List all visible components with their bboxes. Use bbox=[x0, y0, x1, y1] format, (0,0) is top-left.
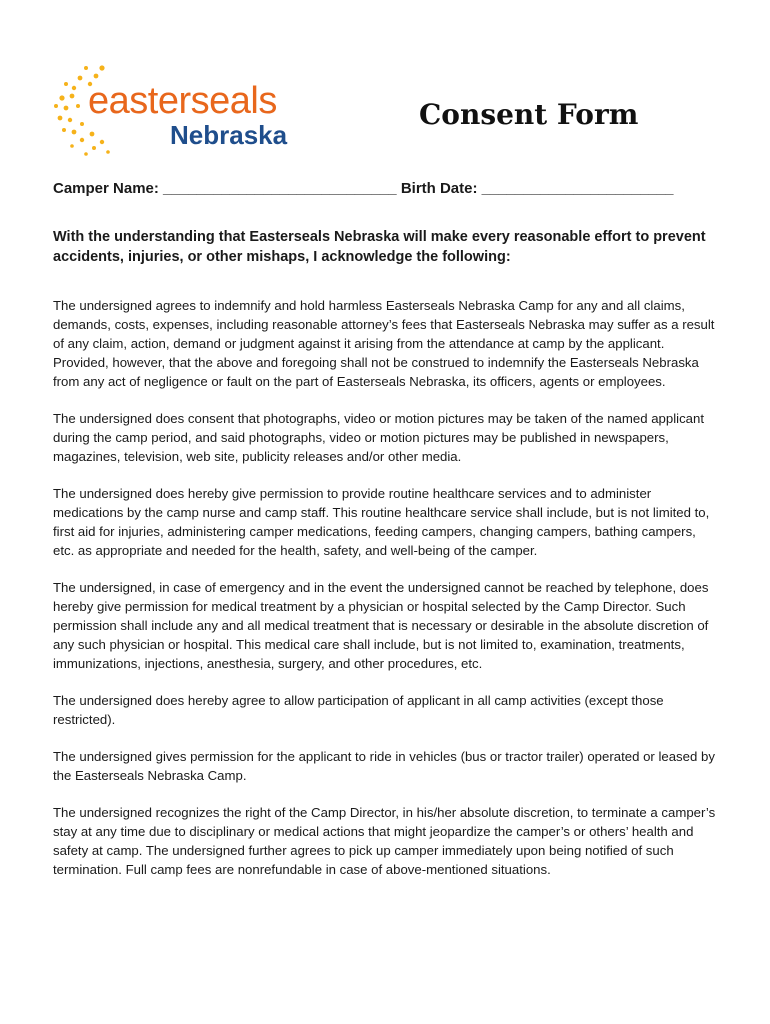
logo-region: Nebraska bbox=[170, 120, 288, 150]
birth-date-label: Birth Date: bbox=[400, 180, 478, 197]
camper-name-label: Camper Name: bbox=[53, 180, 159, 197]
page-title: Consent Form bbox=[419, 98, 639, 131]
indemnify-clause: The undersigned agrees to indemnify and hold harmless Easterseals Nebraska Camp for any and all claims, demands, costs, expenses, including reasonable attorney’s fees that Easterseals Nebraska may suffer as a result of any claim, action, demand or judgment against it arising from the attendance at camp by the applicant. Provided, however, that the above and foregoing shall not be construed to indemnify the Easterseals Nebraska from any act of negligence or fault on the part of Easterseals Nebraska, its officers, agents or employees. bbox=[53, 298, 715, 389]
camper-name-field[interactable]: ____________________________ bbox=[163, 180, 397, 197]
photo-consent-clause: The undersigned does consent that photographs, video or motion pictures may be taken of the named applicant during the camp period, and said photographs, video or motion pictures may be published in newspapers, magazines, television, web site, publicity releases and/or other media. bbox=[53, 411, 704, 464]
consent-clauses bbox=[53, 296, 718, 897]
vehicles-clause: The undersigned gives permission for the applicant to ride in vehicles (bus or tractor trailer) operated or leased by the Easterseals Nebraska Camp. bbox=[53, 749, 715, 783]
birth-date-field[interactable]: _______________________ bbox=[481, 180, 674, 197]
healthcare-clause: The undersigned does hereby give permission to provide routine healthcare services and to administer medications by the camp nurse and camp staff. This routine healthcare service shall include, but is not limited to, first aid for injuries, administering camper medications, feeding campers, changing campers, bathing campers, etc. as appropriate and needed for the health, safety, and well-being of the camper. bbox=[53, 486, 710, 558]
logo-wordmark: easterseals bbox=[88, 80, 277, 122]
emergency-treatment-clause: The undersigned, in case of emergency and in the event the undersigned cannot be reached by telephone, does hereby give permission for medical treatment by a physician or hospital selected by the Camp Director. Such permission shall include any and all medical treatment that is necessary or desirable in the absolute discretion of any such physician or hospital. This medical care shall include, but is not limited to, examination, treatments, immunizations, injections, anesthesia, surgery, and other procedures, etc. bbox=[53, 580, 709, 671]
acknowledgement-intro: With the understanding that Easterseals Nebraska will make every reasonable effort to prevent accidents, injuries, or other mishaps, I acknowledge the following: bbox=[53, 229, 706, 265]
easterseals-nebraska-logo bbox=[52, 60, 312, 160]
activities-clause: The undersigned does hereby agree to allow participation of applicant in all camp activities (except those restricted). bbox=[53, 693, 664, 727]
termination-clause: The undersigned recognizes the right of the Camp Director, in his/her absolute discretion, to terminate a camper’s stay at any time due to disciplinary or medical actions that might jeopardize the camper’s or others’ health and safety at camp. The undersigned further agrees to pick up camper immediately upon being notified of such termination. Full camp fees are nonrefundable in case of above-mentioned situations. bbox=[53, 805, 716, 877]
form-fields bbox=[53, 180, 733, 197]
